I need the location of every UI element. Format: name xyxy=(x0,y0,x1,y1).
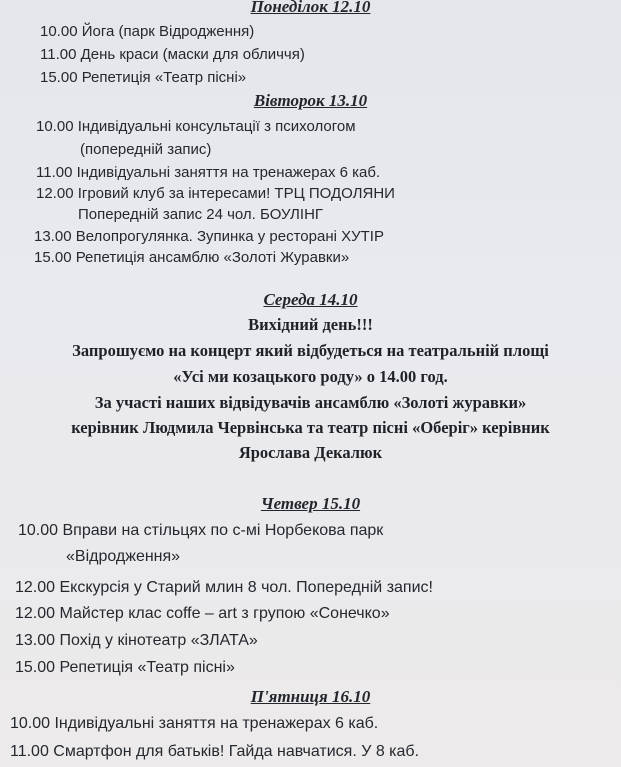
schedule-item-continuation: Попередній запис 24 чол. БОУЛІНГ xyxy=(78,206,324,223)
schedule-item: 12.00 Екскурсія у Старий млин 8 чол. Попередній запис! xyxy=(15,579,433,596)
schedule-item-continuation: (попередній запис) xyxy=(80,141,212,158)
schedule-item: 13.00 Похід у кінотеатр «ЗЛАТА» xyxy=(15,632,258,649)
concert-invitation-line: керівник Людмила Червінська та театр пісні «Оберіг» керівник xyxy=(71,418,550,437)
schedule-item: 13.00 Велопрогулянка. Зупинка у ресторані ХУТІР xyxy=(34,228,384,245)
day-heading-monday: Понеділок 12.10 xyxy=(250,0,371,16)
schedule-item: 10.00 Вправи на стільцях по с-мі Норбекова парк xyxy=(18,522,384,539)
day-off-notice: Вихідний день!!! xyxy=(248,315,373,334)
schedule-item: 12.00 Майстер клас coffe – art з групою «Сонечко» xyxy=(15,605,390,622)
day-heading-wednesday: Середа 14.10 xyxy=(263,290,358,309)
schedule-item: 15.00 Репетиція «Театр пісні» xyxy=(15,659,235,676)
schedule-item: 15.00 Репетиція «Театр пісні» xyxy=(40,69,247,86)
schedule-item: 11.00 День краси (маски для обличчя) xyxy=(40,46,305,63)
schedule-item: 10.00 Індивідуальні заняття на тренажерах 6 каб. xyxy=(10,715,379,732)
schedule-item: 10.00 Йога (парк Відродження) xyxy=(40,23,255,40)
concert-invitation-line: За участі наших відвідувачів ансамблю «Золоті журавки» xyxy=(94,393,527,412)
day-heading-tuesday: Вівторок 13.10 xyxy=(253,91,368,110)
day-heading-thursday: Четвер 15.10 xyxy=(260,494,361,513)
schedule-item: 15.00 Репетиція ансамблю «Золоті Журавки» xyxy=(34,249,350,266)
schedule-item: 11.00 Індивідуальні заняття на тренажерах 6 каб. xyxy=(36,164,381,181)
schedule-item-continuation: «Відродження» xyxy=(66,548,181,565)
schedule-item: 10.00 Індивідуальні консультації з психологом xyxy=(36,118,356,135)
concert-invitation-line: Запрошуємо на концерт який відбудеться на театральній площі xyxy=(72,341,549,360)
day-heading-friday: П'ятниця 16.10 xyxy=(250,687,371,706)
schedule-item: 12.00 Ігровий клуб за інтересами! ТРЦ ПОДОЛЯНИ xyxy=(36,185,395,202)
schedule-item: 11.00 Смартфон для батьків! Гайда навчатися. У 8 каб. xyxy=(10,743,420,760)
concert-invitation-line: «Усі ми козацького роду» о 14.00 год. xyxy=(173,367,448,386)
concert-invitation-line: Ярослава Декалюк xyxy=(238,443,383,462)
